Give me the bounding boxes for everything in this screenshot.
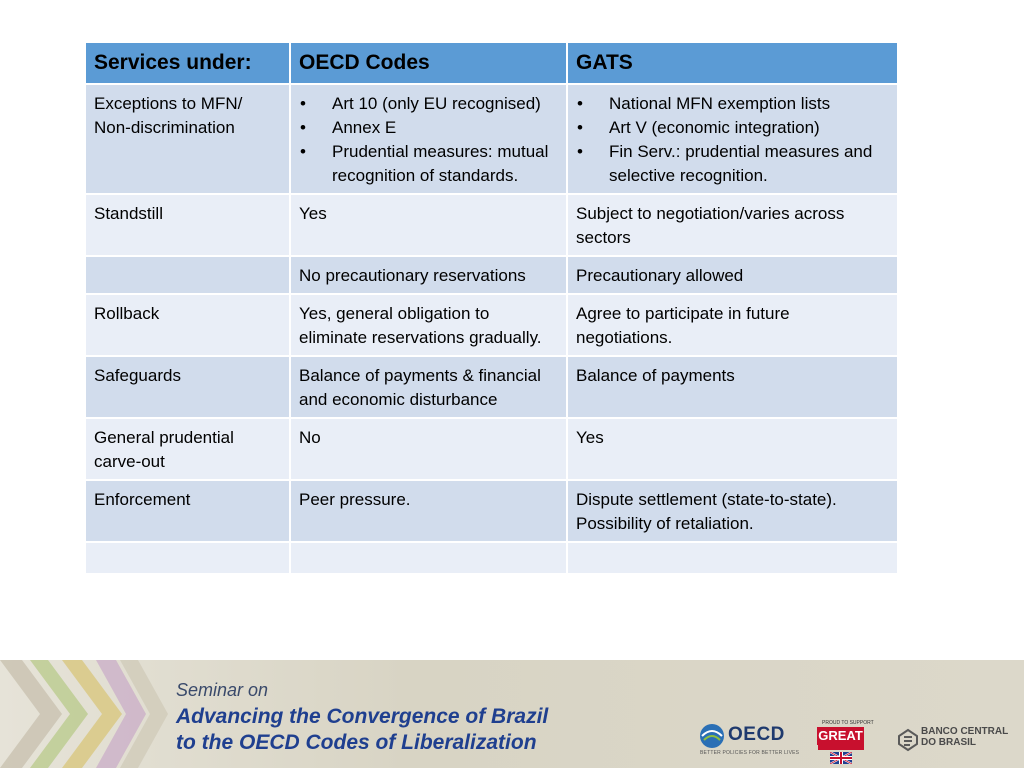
great-logo-bar [818, 745, 864, 750]
oecd-cell: No [290, 418, 567, 480]
gats-cell [567, 84, 898, 194]
oecd-globe-icon [698, 722, 726, 750]
oecd-bullet-list [299, 92, 558, 188]
gats-cell: Yes [567, 418, 898, 480]
oecd-cell: Balance of payments & financial and economic disturbance [290, 356, 567, 418]
oecd-cell [290, 84, 567, 194]
empty-cell [290, 542, 567, 574]
oecd-cell: Peer pressure. [290, 480, 567, 542]
gats-cell: Precautionary allowed [567, 256, 898, 294]
list-item: • Art 10 (only EU recognised) [299, 92, 558, 116]
header-services-under: Services under: [85, 42, 290, 84]
row-label: Enforcement [85, 480, 290, 542]
comparison-table [84, 41, 899, 575]
seminar-title-line1: Advancing the Convergence of Brazil [176, 705, 549, 728]
banco-central-icon [897, 728, 919, 752]
header-gats: GATS [567, 42, 898, 84]
uk-flag-icon [830, 752, 852, 764]
seminar-title-line2: to the OECD Codes of Liberalization [176, 731, 537, 754]
row-label [85, 256, 290, 294]
oecd-cell: No precautionary reservations [290, 256, 567, 294]
seminar-prefix: Seminar on [176, 680, 269, 700]
gats-cell: Balance of payments [567, 356, 898, 418]
empty-cell [85, 542, 290, 574]
table-row [85, 356, 898, 418]
table-row-empty [85, 542, 898, 574]
table-row [85, 294, 898, 356]
gats-cell: Subject to negotiation/varies across sectors [567, 194, 898, 256]
seminar-footer-banner [0, 660, 1024, 768]
great-tagline: PROUD TO SUPPORT [822, 720, 874, 726]
table-row [85, 256, 898, 294]
great-logo: GREAT [818, 728, 863, 743]
gats-cell: Agree to participate in future negotiations. [567, 294, 898, 356]
row-label: Safeguards [85, 356, 290, 418]
list-item: • National MFN exemption lists [576, 92, 889, 116]
empty-cell [567, 542, 898, 574]
table-row [85, 418, 898, 480]
table-row [85, 194, 898, 256]
list-item: • Art V (economic integration) [576, 116, 889, 140]
list-item: • Prudential measures: mutual recognition of standards. [299, 140, 558, 188]
table-row [85, 84, 898, 194]
row-label: Exceptions to MFN/ Non-discrimination [85, 84, 290, 194]
banco-central-logo-text: BANCO CENTRAL DO BRASIL [921, 726, 1009, 748]
list-item: • Fin Serv.: prudential measures and selective recognition. [576, 140, 889, 188]
oecd-tagline: BETTER POLICIES FOR BETTER LIVES [700, 750, 800, 756]
oecd-cell: Yes, general obligation to eliminate reservations gradually. [290, 294, 567, 356]
row-label: Standstill [85, 194, 290, 256]
gats-bullet-list [576, 92, 889, 188]
gats-cell: Dispute settlement (state-to-state). Possibility of retaliation. [567, 480, 898, 542]
decorative-x-pattern [0, 660, 170, 768]
oecd-cell: Yes [290, 194, 567, 256]
table-row [85, 480, 898, 542]
table-header-row [85, 42, 898, 84]
list-item: • Annex E [299, 116, 558, 140]
row-label: Rollback [85, 294, 290, 356]
oecd-logo-text: OECD [728, 724, 785, 745]
header-oecd-codes: OECD Codes [290, 42, 567, 84]
row-label: General prudential carve-out [85, 418, 290, 480]
